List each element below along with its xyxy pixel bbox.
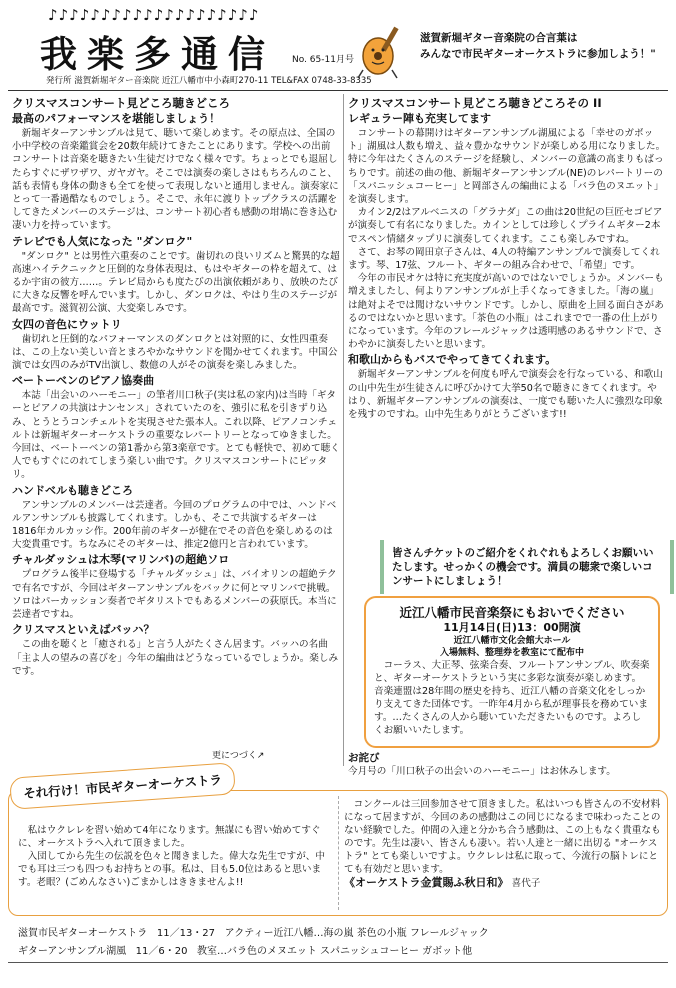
- newsletter-title: 我楽多通信: [40, 32, 275, 76]
- section-body: 歯切れと圧倒的なパフォーマンスのダンロクとは対照的に、女性四重奏は、この上ない美しい音とまろやかなサウンドを聞かせてくれます。中国公演では女四のみがTV出演し、数億の人がその演奏を楽しみました。: [12, 333, 338, 372]
- section-title: チャルダッシュは木琴(マリンバ)の超絶ソロ: [12, 553, 230, 567]
- schedule-dates: 11／6・20: [135, 946, 188, 957]
- section-body: アンサンブルのメンバーは芸達者。今回のプログラムの中では、ハンドベルアンサンブルも披露してくれます。しかも、そこで共演するギターは1816年カルカッシ作。200年前のギターが健在でその音色を楽しめるのは大変貴重です。ちなみにそのギターは、推定2億円と言われています。: [12, 499, 337, 551]
- right-header: クリスマスコンサート見どころ聴きどころその II: [348, 96, 602, 110]
- orchestra-paragraph: 私はウクレレを習い始めて4年になります。無謀にも習い始めてすぐに、オーケストラへ入れて頂きました。: [18, 825, 321, 849]
- motto-banner: [420, 30, 656, 62]
- left-column: [12, 96, 340, 678]
- section-body: 今年の市民オケは特に充実度が高いのではないでしょうか。メンバーも増えましたし、何よりアンサンブルが上手くなってきました。「海の嵐」は絶対よそでは聞けないサウンドです。しかし、原曲を上回る面白さがあるのではないかと思います。「茶色の小瓶」はこれまでで一番の仕上がりになっています。今年のフレールジャックは透明感のあるサウンドで、さわやかに演奏したいと思います。: [348, 273, 664, 351]
- motto-line-2: みんなで市民ギターオーケストラに参加しよう！": [420, 48, 656, 60]
- publisher-info: 発行所 滋賀新堀ギター音楽院 近江八幡市中小森町270-11 TEL&FAX 0748-33-8335: [46, 76, 372, 86]
- section-body: さて、お琴の岡田京子さんは、4人の特編アンサンブルで演奏してくれます。琴、17弦、フルート、ギターの組み合わせで、「希望」です。: [348, 246, 660, 272]
- section-body: カイン2/2はアルベニスの「グラナダ」この曲は20世紀の巨匠セゴビアが演奏して有名になりました。カインとしては珍しくプライムギター2本でスペン情緒タップリに演奏してくれます。ここも楽しみですね。: [348, 207, 663, 245]
- orchestra-paragraph: コンクールは三回参加させて頂きました。私はいつも皆さんの不安材料になって居ますが、今回のあの感動はこの同じになるまで味わったことのない経験でした。仲間の入達と分かち合う感動は、この上もなく貴重なものです。先生は凄い、皆さんも凄い。若い人達と一緒に出切る "オーケストラ" とても楽しいですよ。ウクレレは私に取って、今流行の脳トレにとても有効だと思います。: [344, 799, 661, 875]
- section-body: この曲を聴くと「癒される」と言う人がたくさん居ます。バッハの名曲「主よ人の望みの喜びを」今年の編曲はどうなっているでしょうか。楽しみです。: [12, 639, 339, 677]
- section-title: 和歌山からもバスでやってきてくれます。: [348, 353, 557, 367]
- section-body: 新堀ギターアンサンブルは見て、聴いて楽しめます。その原点は、全国の小中学校の音楽鑑賞会を20数年続けてきたことにあります。学校への出前コンサートは音楽を聴きたい生徒だけでなく様々です。ちょっとでも退屈したらすぐにザワザワ、ガヤガヤ。そこでは演奏の楽しさはもちろんのこと、話も表情も身体の動きも全てを使って表現しないと通用しません。演奏家にとって一番過酷なものでしょう。そこで、永年に渡りトップクラスの活躍をしてきたメンバーのステージは、コンサート初心者も感動の坩堝に巻き込む凄い力を持っています。: [12, 128, 339, 232]
- column-divider: [343, 94, 344, 766]
- haiku-author: 喜代子: [511, 878, 541, 889]
- guitar-character-icon: [352, 18, 414, 80]
- schedule-detail: 教室…バラ色のメヌエット スパニッシュコーヒー ガボット他: [197, 946, 473, 957]
- ticket-callout: 皆さんチケットのご紹介をくれぐれもよろしくお願いいたします。せっかくの機会です。満員の聴衆で楽しいコンサートにしましょう！: [380, 540, 674, 594]
- continued-note: 更につづく↗: [212, 751, 265, 761]
- section-title: 最高のパフォーマンスを堪能しましょう！: [12, 112, 221, 125]
- festival-venue: 近江八幡市文化会館大ホール: [453, 636, 571, 646]
- schedule-group: 滋賀市民ギターオーケストラ: [18, 928, 148, 939]
- haiku: 《オーケストラ金賞賜ふ秋日和》: [344, 876, 509, 889]
- orchestra-divider: [338, 796, 339, 910]
- orchestra-tag: それ行け！市民ギターオーケストラ: [9, 762, 236, 810]
- festival-date: 11月14日(日)13：00開演: [443, 621, 581, 634]
- orchestra-left-text: [18, 824, 334, 889]
- bottom-divider: [8, 962, 668, 963]
- masthead-divider: [8, 90, 668, 91]
- festival-box: [364, 596, 660, 748]
- section-title: クリスマスといえばバッハ？: [12, 623, 155, 637]
- schedule-dates: 11／13・27: [156, 928, 216, 939]
- section-title: テレビでも人気になった "ダンロク": [12, 234, 193, 248]
- motto-line-1: 滋賀新堀ギター音楽院の合言葉は: [420, 32, 578, 44]
- festival-body: コーラス、大正琴、弦楽合奏、フルートアンサンブル、吹奏楽と、ギターオーケストラという実に多彩な演奏が楽しめます。音楽連盟は28年間の歴史を持ち、近江八幡の音楽文化をしっかり支えてきた団体です。一昨年4月から私が理事長を務めています。…たくさんの人から聴いていただきたいものです。よろしくお願いいたします。: [374, 660, 650, 736]
- music-notes-decoration: ♪♪♪♪♪♪♪♪♪♪♪♪♪♪♪♪♪♪♪♪: [48, 6, 260, 24]
- apology-title: お詫び: [348, 752, 380, 764]
- section-title: ベートーベンのピアノ協奏曲: [12, 374, 155, 388]
- section-title: レギュラー陣も充実してます: [348, 112, 491, 125]
- schedule-group: ギターアンサンブル湖風: [18, 946, 127, 957]
- schedule-detail: アクティー近江八幡…海の嵐 茶色の小瓶 フレールジャック: [224, 928, 489, 939]
- section-title: 女四の音色にウットリ: [12, 317, 122, 331]
- issue-number: No. 65-11月号: [292, 55, 354, 65]
- orchestra-right-text: [344, 798, 662, 890]
- festival-title: 近江八幡市民音楽祭にもおいでください: [399, 605, 625, 620]
- apology-note: [348, 752, 668, 778]
- schedule-row: [18, 924, 489, 939]
- left-header: クリスマスコンサート見どころ聴きどころ: [12, 96, 231, 110]
- orchestra-paragraph: 入団してから先生の伝説を色々と聞きました。偉大な先生ですが、中でも耳は三つも四つもお持ちとの事。私は、目も5.0位はあると思います。老眼？(ごめんなさい)ごまかしはききませんよ!!: [18, 851, 325, 888]
- festival-admission: 入場無料、整理券を教室にて配布中: [439, 648, 584, 658]
- apology-body: 今月号の「川口秋子の出会いのハーモニー」はお休みします。: [348, 766, 616, 777]
- section-title: ハンドベルも聴きどころ: [12, 483, 133, 497]
- section-body: 新堀ギターアンサンブルを何度も呼んで演奏会を行なっている、和歌山の山中先生が生徒さんに呼びかけて大挙50名で聴きにきてくれます。やはり、新堀ギターアンサンブルの演奏は、一度でも聴いた人に強烈な印象を残すのですね。山中先生ありがとうございます!!: [348, 369, 663, 421]
- section-body: コンサートの幕開けはギターアンサンブル湖風による「幸せのガボット」湖風は人数も増え、益々豊かなサウンドが楽しめる用になりました。特に今年はたくさんのステージを経験し、メンバーの意識の高まりもばっちりです。前述の曲の他、新堀ギターアンサンブル(NE)のレパートリーの「スパニッシュコーヒー」と岡部さんの編曲による「バラ色のヌエット」を演奏します。: [348, 128, 666, 206]
- schedule-row: [18, 942, 472, 957]
- right-column: [348, 96, 666, 421]
- section-body: プログラム後半に登場する「チャルダッシュ」は、バイオリンの超絶テクで有名ですが、今回はギターアンサンブルをバックに何とマリンバで挑戦。ソロはパーカッション奏者でギタリストでもあるメンバーの荻原氏。本当に芸達者ですね。: [12, 569, 337, 621]
- section-body: 本誌「出会いのハーモニー」の筆者川口秋子(実は私の家内)は当時「ギターとピアノの共演はナンセンス」されていたのを、強引に私を引きずり込み、とうとうコンチェルトを実現させた張本人。これ以降、ピアノコンチェルトは新堀ギターオーケストラの重要なレパートリーとなってゆきました。今回は、ベートーベンの第1番から第3楽章です。とても軽快で、初めて聴く人でもすぐにのれてしまう楽しい曲です。クリスマスコンサートにピッタリ。: [12, 390, 340, 481]
- section-body: "ダンロク" とは男性六重奏のことです。歯切れの良いリズムと驚異的な超高速ハイテクニックと圧倒的な身体表現は、もはやギターの枠を超えて、はるか宇宙の彼方……。テレビ局からも度たびの出演依頼があり、放映のたびに大きな反響を呼んでいます。しかし、ダンロクは、やはり生のステージが最高です。滋賀初公演、大変楽しみです。: [12, 250, 340, 315]
